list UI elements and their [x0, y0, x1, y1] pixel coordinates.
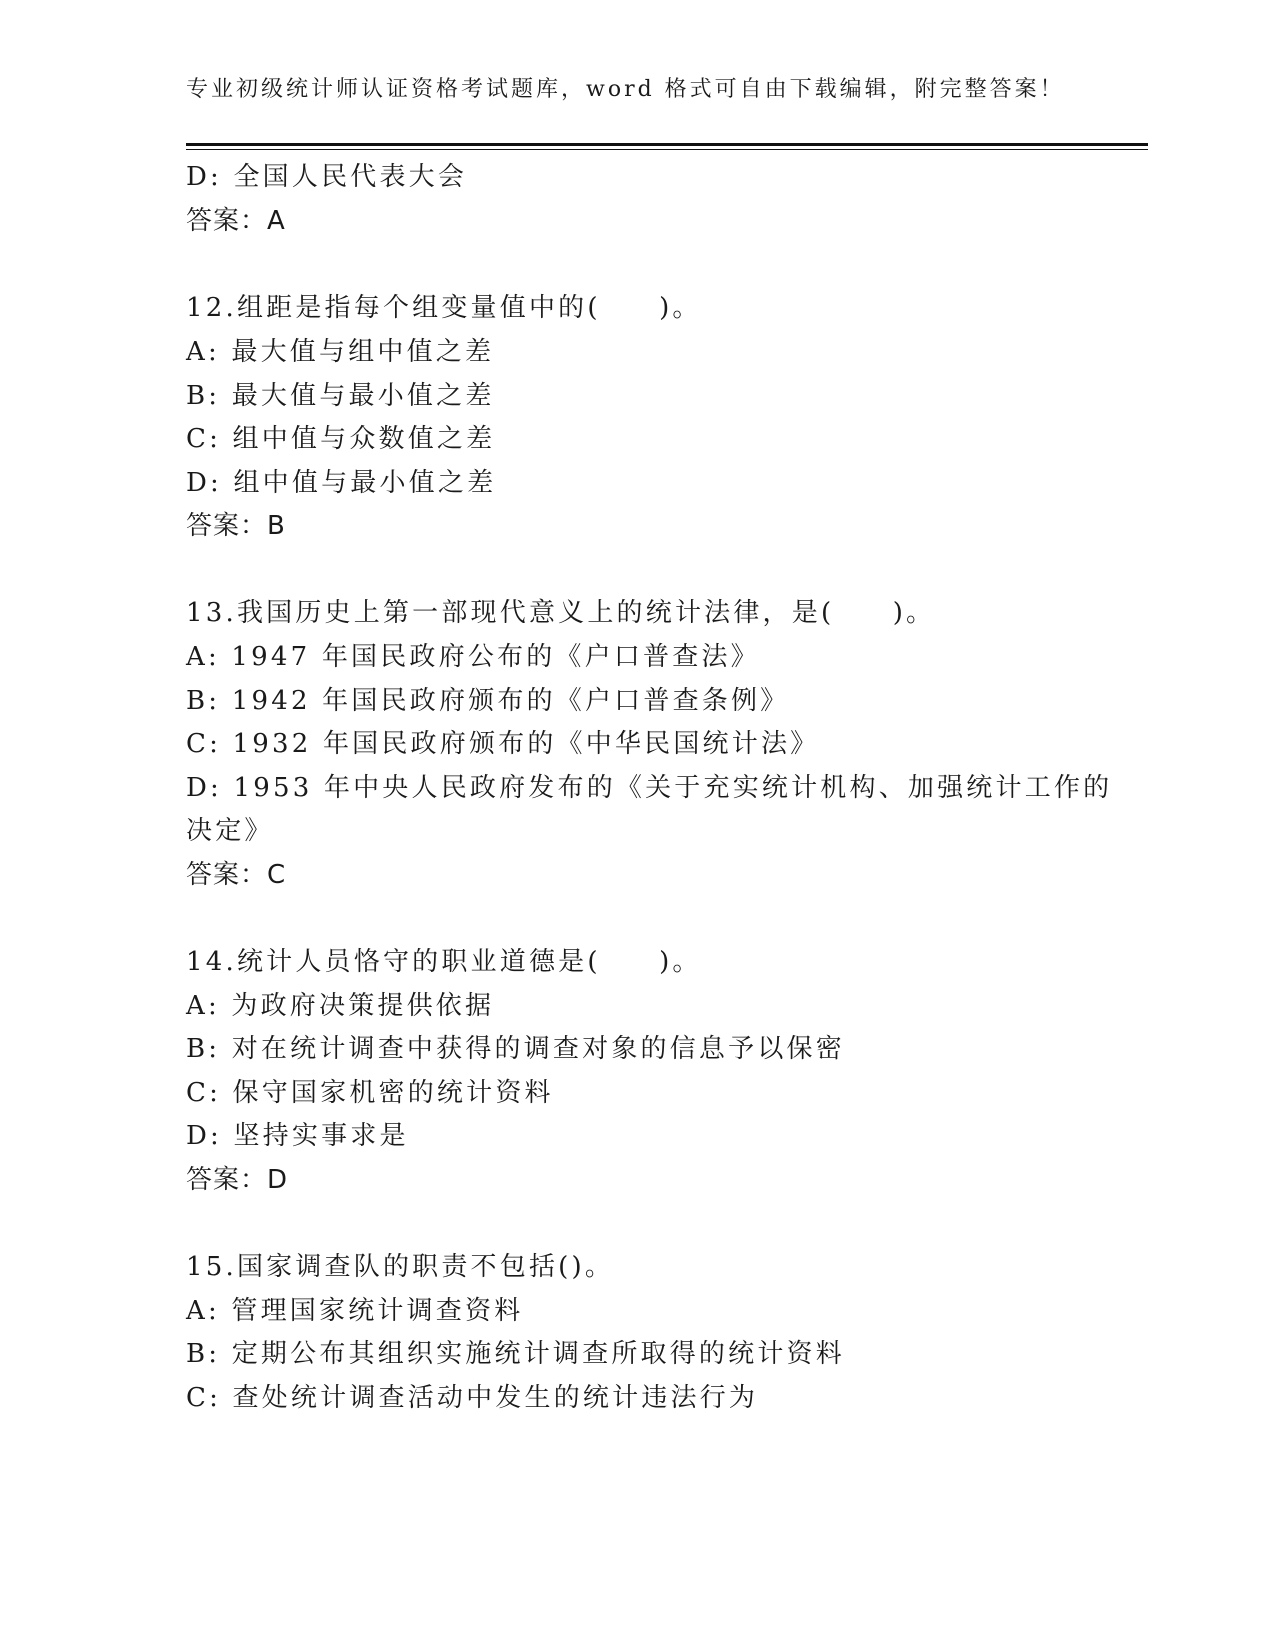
- option-line: C: 查处统计调查活动中发生的统计违法行为: [186, 1383, 759, 1413]
- question-12: 12.组距是指每个组变量值中的( )。: [186, 293, 702, 323]
- question-13: 13.我国历史上第一部现代意义上的统计法律，是( )。: [186, 598, 936, 628]
- option-line: D: 全国人民代表大会: [186, 162, 468, 192]
- option-line: D: 坚持实事求是: [186, 1121, 409, 1151]
- option-line: B: 最大值与最小值之差: [186, 381, 495, 411]
- question-14: 14.统计人员恪守的职业道德是( )。: [186, 947, 702, 977]
- question-15: 15.国家调查队的职责不包括()。: [186, 1252, 615, 1282]
- answer-line: 答案：B: [186, 511, 286, 541]
- header-rule-thin: [186, 149, 1148, 150]
- option-line: C: 保守国家机密的统计资料: [186, 1078, 554, 1108]
- answer-line: 答案：A: [186, 206, 286, 236]
- option-line: B: 对在统计调查中获得的调查对象的信息予以保密: [186, 1034, 845, 1064]
- option-line: A: 最大值与组中值之差: [186, 337, 495, 367]
- answer-line: 答案：C: [186, 860, 287, 890]
- page-header: 专业初级统计师认证资格考试题库，word 格式可自由下载编辑，附完整答案！: [186, 77, 1065, 102]
- option-line: B: 1942 年国民政府颁布的《户口普查条例》: [186, 686, 790, 716]
- option-line: D: 1953 年中央人民政府发布的《关于充实统计机构、加强统计工作的: [186, 773, 1113, 803]
- option-line-continued: 决定》: [186, 816, 274, 846]
- option-line: B: 定期公布其组织实施统计调查所取得的统计资料: [186, 1339, 845, 1369]
- option-line: A: 管理国家统计调查资料: [186, 1296, 524, 1326]
- option-line: A: 1947 年国民政府公布的《户口普查法》: [186, 642, 760, 672]
- option-line: C: 组中值与众数值之差: [186, 424, 496, 454]
- option-line: C: 1932 年国民政府颁布的《中华民国统计法》: [186, 729, 820, 759]
- option-line: A: 为政府决策提供依据: [186, 991, 495, 1021]
- option-line: D: 组中值与最小值之差: [186, 468, 497, 498]
- answer-line: 答案：D: [186, 1165, 289, 1195]
- header-rule-thick: [186, 143, 1148, 146]
